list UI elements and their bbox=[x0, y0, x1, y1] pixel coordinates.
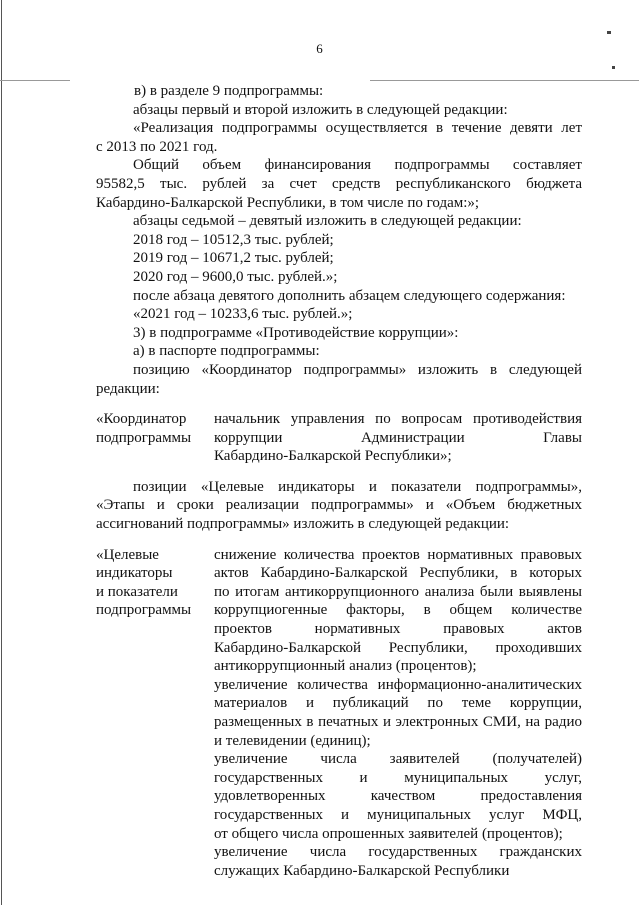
paragraph-line: «2021 год – 10233,6 тыс. рублей.»; bbox=[133, 306, 353, 323]
scan-mark bbox=[612, 66, 615, 69]
paragraph-line: редакции: bbox=[96, 380, 160, 397]
position-value: начальник управления по вопросам противодействия коррупции Администрации Главы Кабардино-Балкарской Республики»; bbox=[214, 411, 582, 465]
document-body bbox=[96, 82, 582, 880]
scan-mark bbox=[0, 80, 70, 81]
paragraph-line: 95582,5 тыс. рублей за счет средств республиканского бюджета bbox=[96, 175, 582, 192]
paragraph-line: абзацы седьмой – девятый изложить в следующей редакции: bbox=[133, 213, 522, 230]
paragraph-line: абзацы первый и второй изложить в следующей редакции: bbox=[133, 101, 508, 118]
paragraph-line: «Реализация подпрограммы осуществляется в течение девяти лет bbox=[133, 120, 582, 137]
paragraph-line: позиции «Целевые индикаторы и показатели подпрограммы», bbox=[133, 478, 582, 495]
paragraph-line: Общий объем финансирования подпрограммы составляет bbox=[133, 157, 582, 174]
paragraph-line: Кабардино-Балкарской Республики, в том числе по годам:»; bbox=[96, 194, 480, 211]
paragraph-line: 2018 год – 10512,3 тыс. рублей; bbox=[133, 231, 334, 248]
paragraph-line: ассигнований подпрограммы» изложить в следующей редакции: bbox=[96, 516, 510, 533]
position-label: «Координатор подпрограммы bbox=[96, 411, 192, 446]
scan-mark bbox=[370, 80, 639, 81]
paragraph-line: 2020 год – 9600,0 тыс. рублей.»; bbox=[133, 268, 338, 285]
indicators-position bbox=[96, 546, 582, 881]
position-label: «Целевые индикаторы и показатели подпрограммы bbox=[96, 546, 192, 619]
scan-mark bbox=[607, 31, 611, 34]
position-value: снижение количества проектов нормативных правовых актов Кабардино-Балкарской Республики, в которых по итогам антикоррупционного анализа были выявлены коррупциогенные факторы, в общем количестве проектов нормативных правовых актов Кабардино-Балкарской Республики, проходивших антикоррупционный анализ (процентов); увеличение количества информационно-аналитических материалов и публикаций по теме коррупции, размещенных в печатных и электронных СМИ, на радио и телевидении (единиц); увеличение числа заявителей (получателей) государственных и муниципальных услуг, удовлетворенных качеством предоставления государственных и муниципальных услуг МФЦ, от общего числа опрошенных заявителей (процентов); увеличение числа государственных гражданских служащих Кабардино-Балкарской Республики bbox=[214, 546, 582, 879]
paragraph-line: в) в разделе 9 подпрограммы: bbox=[134, 83, 324, 99]
paragraph-line: позицию «Координатор подпрограммы» изложить в следующей bbox=[133, 361, 582, 378]
page-number: 6 bbox=[316, 41, 323, 56]
paragraph-line: 3) в подпрограмме «Противодействие коррупции»: bbox=[133, 324, 459, 341]
paragraph-line: «Этапы и сроки реализации подпрограммы» и «Объем бюджетных bbox=[96, 497, 582, 514]
paragraph-line: с 2013 по 2021 год. bbox=[96, 138, 218, 155]
page-edge bbox=[1, 0, 2, 905]
paragraph-line: 2019 год – 10671,2 тыс. рублей; bbox=[133, 250, 334, 267]
coordinator-position bbox=[96, 410, 582, 466]
paragraph-line: после абзаца девятого дополнить абзацем следующего содержания: bbox=[133, 287, 566, 304]
paragraph-line: а) в паспорте подпрограммы: bbox=[133, 343, 320, 360]
